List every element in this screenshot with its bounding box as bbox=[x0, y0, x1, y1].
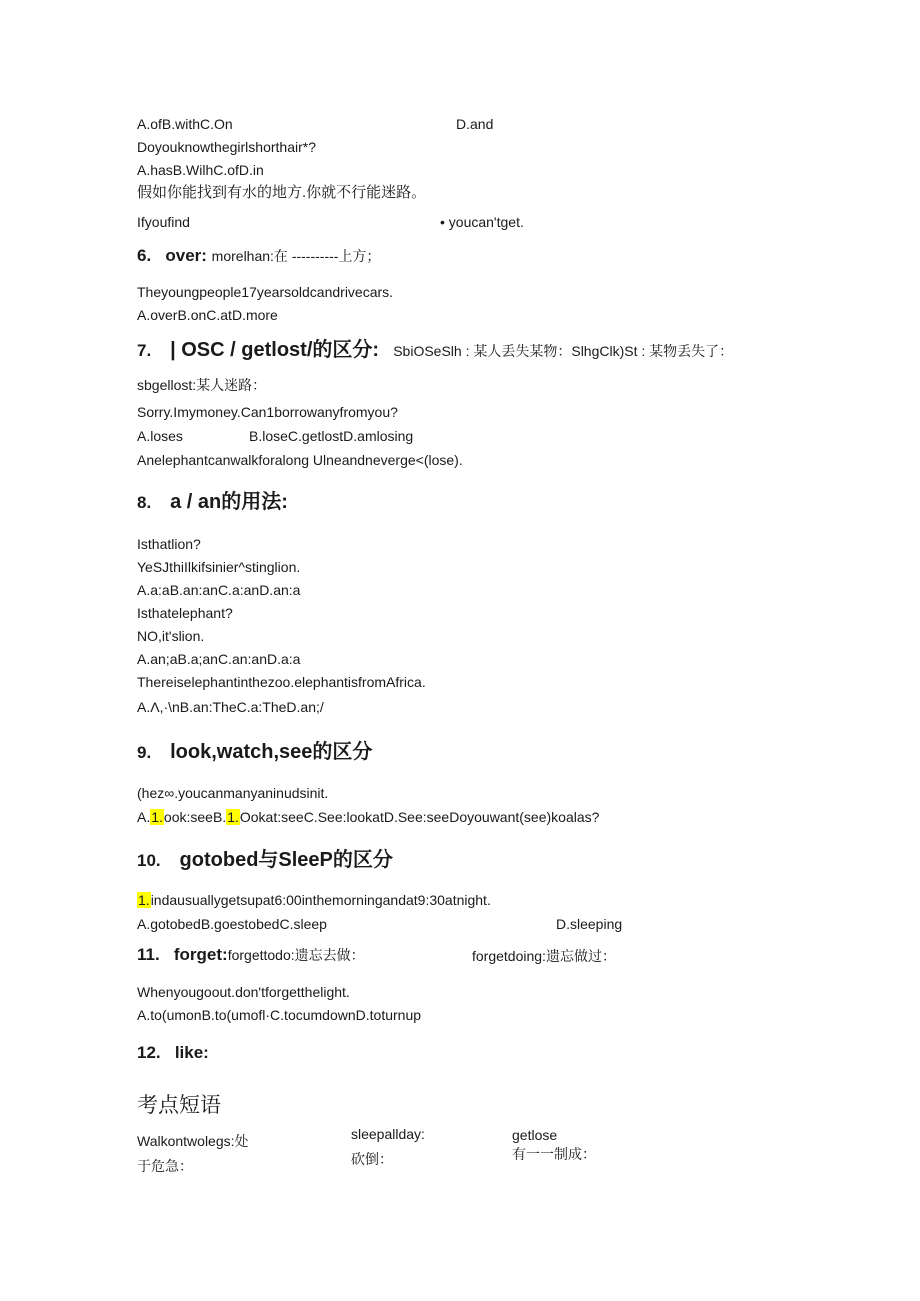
phrase-item: 有一一制成： bbox=[512, 1146, 596, 1162]
option-a: A.loses bbox=[137, 428, 183, 444]
section-title: forget: bbox=[173, 945, 228, 964]
option-line: A.hasB.WilhC.ofD.in bbox=[137, 162, 264, 178]
question-line: Ifyoufind bbox=[137, 214, 190, 230]
question-line: Doyouknowthegirlshorthair*? bbox=[137, 139, 316, 155]
section-9-heading bbox=[137, 741, 372, 764]
option-line: A.to(umonB.to(umofl·C.tocumdownD.toturnup bbox=[137, 1007, 422, 1023]
section-number: 12. bbox=[137, 1043, 161, 1062]
section-title: look,watch,see的区分 bbox=[170, 741, 373, 763]
option-line: A.Λ,·\nB.an:TheC.a:TheD.an;/ bbox=[137, 699, 324, 715]
question-line: Isthatlion? bbox=[137, 536, 201, 552]
section-title: a / an的用法: bbox=[170, 491, 288, 513]
option-line: A.gotobedB.goestobedC.sleep bbox=[137, 916, 327, 932]
section-description: forgettodo:遗忘去做： bbox=[227, 947, 365, 963]
section-description-2: forgetdoing:遗忘做过： bbox=[472, 948, 616, 964]
section-number: 7. bbox=[137, 341, 152, 360]
section-number: 9. bbox=[137, 743, 152, 762]
section-11-heading bbox=[137, 944, 365, 966]
question-line: Whenyougoout.don'tforgetthelight. bbox=[137, 984, 350, 1000]
section-description: SbiOSeSlh : 某人丢失某物：SlhgClk)St : 某物丢失了： bbox=[393, 343, 734, 359]
option-line: A.a:aB.an:anC.a:anD.an:a bbox=[137, 582, 301, 598]
option-line: B.loseC.getlostD.amlosing bbox=[249, 428, 414, 444]
phrase-item: sleepallday: bbox=[351, 1126, 425, 1142]
option-line bbox=[137, 808, 599, 826]
section-10-heading bbox=[137, 849, 393, 872]
question-line: YeSJthiIlkifsinier^stinglion. bbox=[137, 559, 301, 575]
section-number: 6. bbox=[137, 246, 152, 265]
section-title: gotobed与SleeP的区分 bbox=[179, 849, 393, 871]
option-line: A.an;aB.a;anC.an:anD.a:a bbox=[137, 651, 301, 667]
highlight-mark: 1. bbox=[138, 892, 150, 908]
section-number: 11. bbox=[137, 945, 160, 964]
highlight-mark: 1. bbox=[151, 809, 163, 825]
section-title: over: bbox=[165, 246, 207, 265]
phrase-item: 于危急： bbox=[137, 1158, 193, 1174]
option-d: D.and bbox=[456, 116, 494, 132]
question-line: (hez∞.youcanmanyaninudsinit. bbox=[137, 785, 329, 801]
question-line: Anelephantcanwalkforalong Ulneandneverge<(lose). bbox=[137, 452, 463, 468]
text-fragment: ook:seeB. bbox=[163, 809, 227, 825]
question-line: Sorry.Imymoney.Can1borrowanyfromyou? bbox=[137, 404, 398, 420]
section-title: like: bbox=[174, 1043, 209, 1062]
option-line: A.overB.onC.atD.more bbox=[137, 307, 278, 323]
option-d: D.sleeping bbox=[556, 916, 623, 932]
question-line: Thereiselephantinthezoo.elephantisfromAfrica. bbox=[137, 674, 426, 690]
section-12-heading bbox=[137, 1042, 209, 1064]
question-line: Theyoungpeople17yearsoldcandrivecars. bbox=[137, 284, 394, 300]
section-number: 10. bbox=[137, 851, 161, 870]
chinese-sentence: 假如你能找到有水的地方.你就不行能迷路。 bbox=[137, 184, 427, 201]
highlight-mark: 1. bbox=[227, 809, 239, 825]
section-description: morelhan:在 ----------上方； bbox=[211, 248, 381, 264]
section-number: 8. bbox=[137, 493, 152, 512]
question-line: Isthatelephant? bbox=[137, 605, 233, 621]
text-fragment: Ookat:seeC.See:lookatD.See:seeDoyouwant(see)koalas? bbox=[239, 809, 600, 825]
question-line: NO,it'slion. bbox=[137, 628, 205, 644]
section-title: | OSC / getlost/的区分: bbox=[170, 339, 380, 361]
question-line bbox=[137, 891, 491, 909]
phrase-item: 砍倒： bbox=[351, 1151, 393, 1167]
section-6-heading bbox=[137, 245, 380, 267]
section-7-heading bbox=[137, 339, 733, 362]
text-fragment: A. bbox=[137, 809, 151, 825]
phrase-item: Walkontwolegs:处 bbox=[137, 1133, 249, 1149]
phrase-item: getlose bbox=[512, 1127, 558, 1143]
option-line: A.ofB.withC.On bbox=[137, 116, 233, 132]
section-8-heading bbox=[137, 491, 288, 514]
question-line-end: • youcan'tget. bbox=[440, 214, 524, 230]
key-phrases-heading: 考点短语 bbox=[137, 1094, 221, 1117]
text-fragment: indausuallygetsupat6:00inthemorningandat9:30atnight. bbox=[150, 892, 491, 908]
note-line: sbgellost:某人迷路： bbox=[137, 377, 267, 393]
